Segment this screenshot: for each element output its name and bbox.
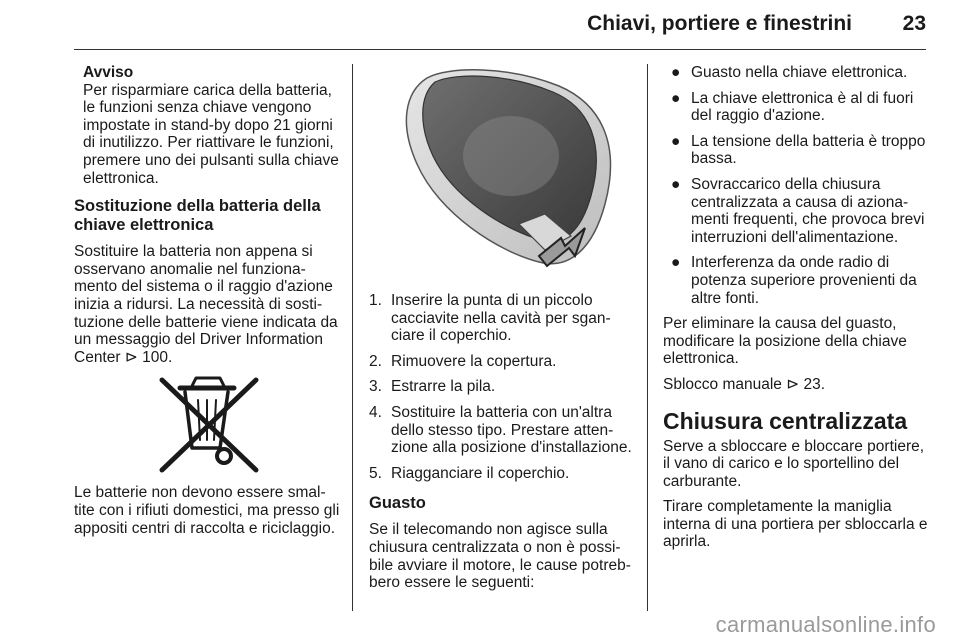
header-title: Chiavi, portiere e finestrini: [587, 12, 852, 35]
list-item: 1. Inserire la punta di un piccolo cacciavite nella cavità per sganciare il coperchio.: [369, 292, 611, 345]
page-number: 23: [902, 12, 926, 35]
section-title-fault: Guasto: [369, 494, 426, 513]
list-item: 2. Rimuovere la copertura.: [369, 352, 557, 370]
manual-unlock-reference: Sblocco manuale ⊳ 23.: [663, 375, 826, 393]
column-2: [369, 64, 635, 600]
central-locking-paragraph: Serve a sbloccare e bloccare portiere, il vano di carico e lo sportellino del carburante.: [663, 437, 925, 490]
notice-box: [74, 64, 340, 187]
header-rule: [74, 49, 926, 50]
column-divider-1: [352, 64, 353, 611]
door-handle-paragraph: Tirare completamente la maniglia interna di una portiera per sbloccarla e aprirla.: [663, 498, 928, 551]
notice-text: Per risparmiare carica della batteria, le funzioni senza chiave vengono impostate in stand-by dopo 21 giorni di inutilizzo. Per riattivare le funzioni, premere uno dei pulsanti sulla chiave elettronica.: [83, 81, 339, 187]
column-3: [663, 64, 929, 559]
watermark: carmanualsonline.info: [715, 612, 936, 637]
list-item: ● La tensione della batteria è troppo bassa.: [671, 132, 926, 168]
fix-paragraph: Per eliminare la causa del guasto, modificare la posizione della chiave elettronica.: [663, 315, 907, 368]
battery-paragraph: Sostituire la batteria non appena si osservano anomalie nel funzionamento del sistema o il raggio d'azione inizia a ridursi. La necessità di sostituzione delle batterie viene indicata da un messaggio del Driver Information Center ⊳ 100.: [74, 243, 338, 366]
list-item: ● La chiave elettronica è al di fuori del raggio d'azione.: [671, 89, 914, 125]
column-divider-2: [647, 64, 648, 611]
list-item: 5. Riagganciare il coperchio.: [369, 464, 570, 482]
list-item: 4. Sostituire la batteria con un'altra dello stesso tipo. Prestare attenzione alla posizione d'installazione.: [369, 403, 632, 457]
list-item: ● Interferenza da onde radio di potenza superiore provenienti da altre fonti.: [671, 254, 917, 307]
list-item: ● Sovraccarico della chiusura centralizzata a causa di azionamenti frequenti, che provoca brevi interruzioni dell'alimentazione.: [671, 175, 925, 246]
section-title-central-locking: Chiusura centralizzata: [663, 407, 908, 434]
fault-paragraph: Se il telecomando non agisce sulla chiusura centralizzata o non è possibile avviare il motore, le cause potrebbero essere le seguenti:: [369, 521, 631, 592]
list-item: ● Guasto nella chiave elettronica.: [671, 64, 908, 81]
steps-list: [369, 292, 635, 482]
crossed-bin-icon: [74, 374, 340, 474]
list-item: 3. Estrarre la pila.: [369, 378, 496, 396]
key-fob-illustration: [369, 64, 633, 274]
notice-title: Avviso: [83, 64, 134, 81]
section-title-battery: Sostituzione della batteria della chiave elettronica: [74, 197, 321, 235]
disposal-paragraph: Le batterie non devono essere smaltite con i rifiuti domestici, ma presso gli appositi centri di raccolta e riciclaggio.: [74, 484, 340, 537]
column-1: [74, 64, 340, 545]
fault-causes-list: [663, 64, 929, 307]
